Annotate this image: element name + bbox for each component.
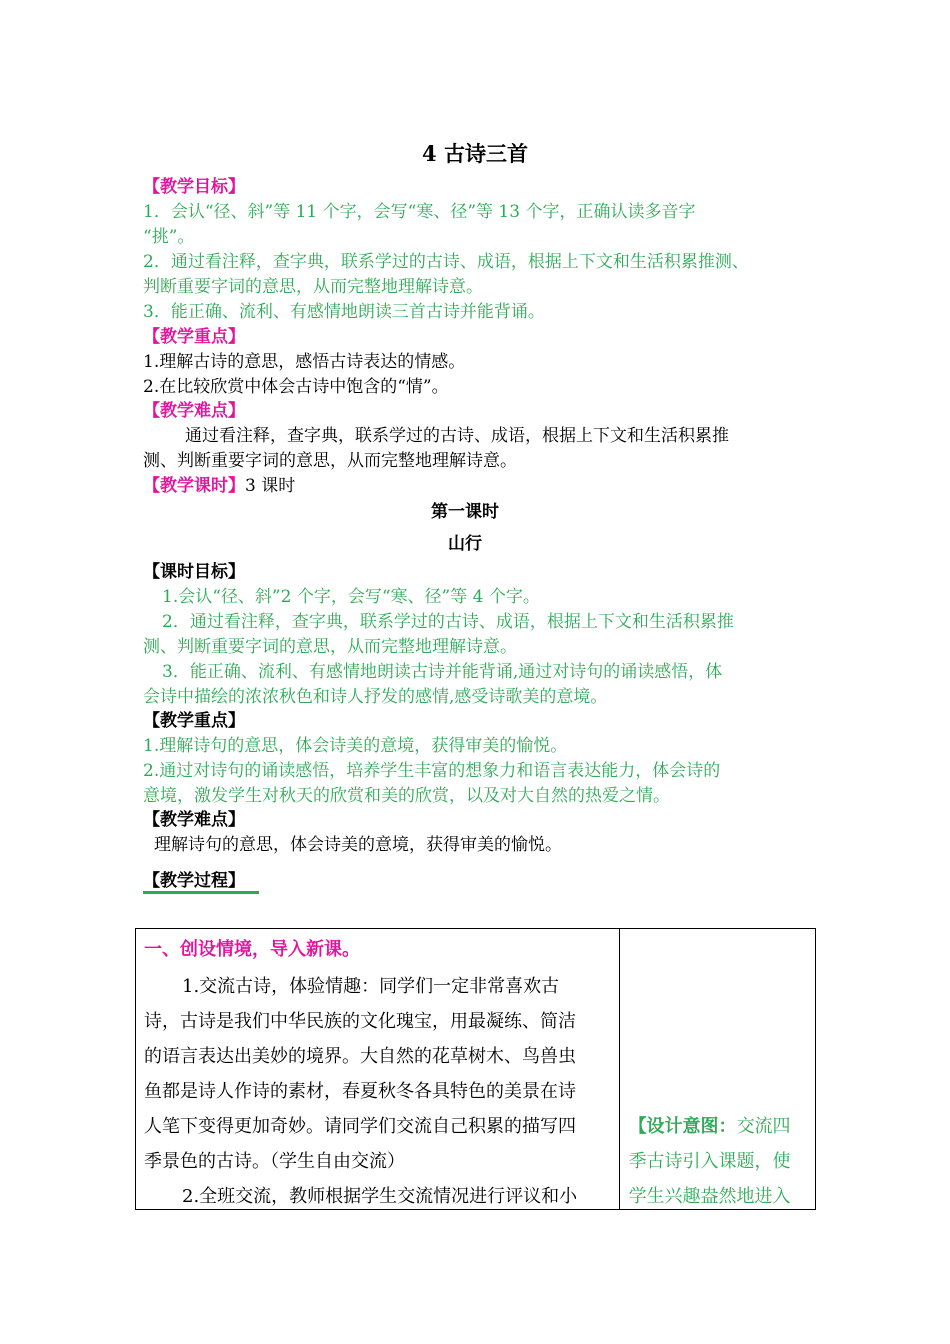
lesson-goal-line: 1.会认“径、斜”2 个字，会写“寒、径”等 4 个字。 xyxy=(162,587,540,607)
lesson-difficulty-line: 理解诗句的意思，体会诗美的意境，获得审美的愉悦。 xyxy=(154,835,562,855)
process-main-cell xyxy=(136,929,620,1210)
lesson-goal-line: 3．能正确、流利、有感情地朗读古诗并能背诵,通过对诗句的诵读感悟，体 xyxy=(162,662,723,682)
design-intent-text: 交流四 xyxy=(736,1116,791,1137)
goal-line: 3．能正确、流利、有感情地朗读三首古诗并能背诵。 xyxy=(143,302,545,322)
lesson-key-line: 意境，激发学生对秋天的欣赏和美的欣赏，以及对大自然的热爱之情。 xyxy=(143,786,670,806)
lesson-goal-line: 测、判断重要字词的意思，从而完整地理解诗意。 xyxy=(143,637,517,657)
key-line: 2.在比较欣赏中体会古诗中饱含的“情”。 xyxy=(143,377,449,397)
poem-title: 山行 xyxy=(448,534,482,554)
hours-value: 3 课时 xyxy=(245,476,296,496)
table-line: 1.交流古诗，体验情趣：同学们一定非常喜欢古 xyxy=(182,976,560,997)
design-intent-cell xyxy=(619,929,815,1210)
lesson-title: 第一课时 xyxy=(431,502,499,522)
lesson-difficulty-heading: 【教学难点】 xyxy=(143,810,245,830)
lesson-goal-line: 会诗中描绘的浓浓秋色和诗人抒发的感情,感受诗歌美的意境。 xyxy=(143,687,608,707)
difficulty-line: 测、判断重要字词的意思，从而完整地理解诗意。 xyxy=(143,451,517,471)
table-line: 鱼都是诗人作诗的素材，春夏秋冬各具特色的美景在诗 xyxy=(144,1081,576,1102)
table-line: 季景色的古诗。（学生自由交流） xyxy=(144,1151,405,1172)
process-heading-underline xyxy=(143,891,259,894)
table-line: 的语言表达出美妙的境界。大自然的花草树木、鸟兽虫 xyxy=(144,1046,576,1067)
hours-row xyxy=(143,474,295,499)
design-intent-heading: 【设计意图： xyxy=(628,1116,737,1137)
table-line: 人笔下变得更加奇妙。请同学们交流自己积累的描写四 xyxy=(144,1116,576,1137)
difficulty-line: 通过看注释，查字典，联系学过的古诗、成语，根据上下文和生活积累推 xyxy=(185,426,729,446)
lesson-key-heading: 【教学重点】 xyxy=(143,711,245,731)
table-line: 诗，古诗是我们中华民族的文化瑰宝，用最凝练、简洁 xyxy=(144,1011,576,1032)
process-table xyxy=(135,928,816,1210)
lesson-goals-heading: 【课时目标】 xyxy=(143,562,245,582)
page-title: 4 古诗三首 xyxy=(422,141,528,166)
key-line: 1.理解古诗的意思，感悟古诗表达的情感。 xyxy=(143,352,466,372)
hours-heading: 【教学课时】 xyxy=(143,476,245,496)
goal-line: 2．通过看注释，查字典，联系学过的古诗、成语，根据上下文和生活积累推测、 xyxy=(143,252,749,272)
goal-line: 1．会认“径、斜”等 11 个字，会写“寒、径”等 13 个字，正确认读多音字 xyxy=(143,202,696,222)
difficulty-heading: 【教学难点】 xyxy=(143,401,245,421)
goal-line: “挑”。 xyxy=(143,227,195,247)
lesson-key-line: 1.理解诗句的意思，体会诗美的意境，获得审美的愉悦。 xyxy=(143,736,568,756)
goal-line: 判断重要字词的意思，从而完整地理解诗意。 xyxy=(143,277,483,297)
section-heading: 一、创设情境，导入新课。 xyxy=(144,939,360,960)
design-intent-line xyxy=(629,1109,791,1144)
process-heading: 【教学过程】 xyxy=(143,871,245,891)
lesson-key-line: 2.通过对诗句的诵读感悟，培养学生丰富的想象力和语言表达能力，体会诗的 xyxy=(143,761,721,781)
lesson-goal-line: 2．通过看注释，查字典，联系学过的古诗、成语，根据上下文和生活积累推 xyxy=(162,612,734,632)
key-heading: 【教学重点】 xyxy=(143,327,245,347)
goals-heading: 【教学目标】 xyxy=(143,177,245,197)
table-line: 2.全班交流，教师根据学生交流情况进行评议和小 xyxy=(182,1186,578,1207)
design-intent-line: 学生兴趣盎然地进入 xyxy=(628,1186,791,1207)
design-intent-line: 季古诗引入课题，使 xyxy=(628,1151,791,1172)
